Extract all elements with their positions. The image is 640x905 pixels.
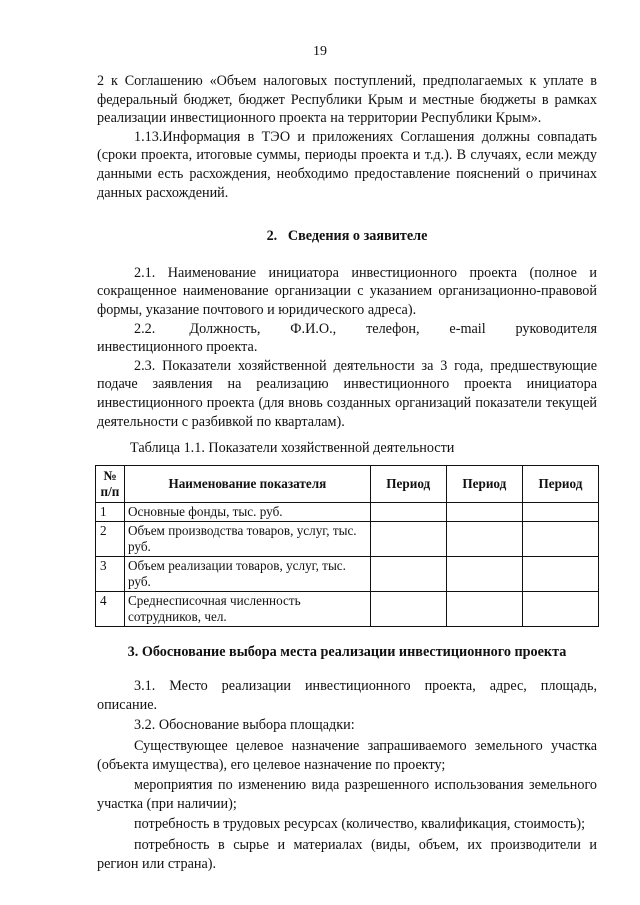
period-cell [446,556,522,591]
indicators-table [95,465,599,627]
section-3 [97,643,597,874]
row-number: 2 [96,521,125,556]
section-2-heading: 2. Сведения о заявителе [266,228,428,245]
row-number: 4 [96,591,125,626]
paragraph-1-13: 1.13.Информация в ТЭО и приложениях Соглашения должны совпадать (сроки проекта, итоговые суммы, периоды проекта и т.д.). В случаях, если между данными есть расхождения, необходимо предоставление пояснений о причинах данных расхождений. [97,128,597,201]
paragraph-3-2-b: мероприятия по изменению вида разрешенного использования земельного участка (при наличии); [97,777,597,812]
row-indicator: Основные фонды, тыс. руб. [124,502,370,521]
paragraph-3-2-a: Существующее целевое назначение запрашиваемого земельного участка (объекта имущества), его целевое назначение по проекту; [97,738,597,773]
row-indicator: Объем реализации товаров, услуг, тыс. руб. [124,556,370,591]
period-cell [370,521,446,556]
col-header-period-1: Период [370,465,446,502]
period-cell [446,521,522,556]
page-content [97,72,601,875]
page-number: 19 [313,44,327,59]
period-cell [370,591,446,626]
section-3-heading: 3. Обоснование выбора места реализации инвестиционного проекта [127,643,567,660]
paragraph-2-2: 2.2. Должность, Ф.И.О., телефон, e-mail руководителя инвестиционного проекта. [97,320,601,356]
paragraph-section1-tail: 2 к Соглашению «Объем налоговых поступлений, предполагаемых к уплате в федеральный бюджет, бюджет Республики Крым и местные бюджеты в рамках реализации инвестиционного проекта на территории Республики Крым». [97,73,597,127]
paragraph-3-2-c: потребность в трудовых ресурсах (количество, квалификация, стоимость); [134,816,586,833]
col-header-number: № п/п [96,465,125,502]
period-cell [522,556,598,591]
period-cell [370,556,446,591]
period-cell [522,591,598,626]
table-row [96,521,599,556]
period-cell [370,502,446,521]
col-header-period-2: Период [446,465,522,502]
table-row [96,591,599,626]
col-header-indicator: Наименование показателя [124,465,370,502]
table-row [96,556,599,591]
period-cell [446,591,522,626]
row-number: 3 [96,556,125,591]
paragraph-3-2-d: потребность в сырье и материалах (виды, объем, их производители и регион или страна). [97,837,597,872]
period-cell [446,502,522,521]
row-indicator: Среднесписочная численность сотрудников, чел. [124,591,370,626]
paragraph-2-3: 2.3. Показатели хозяйственной деятельности за 3 года, предшествующие подаче заявления на реализацию инвестиционного проекта инициатора инвестиционного проекта (для вновь созданных организаций показатели текущей деятельности с разбивкой по кварталам). [97,357,597,430]
row-indicator: Объем производства товаров, услуг, тыс. руб. [124,521,370,556]
table-caption: Таблица 1.1. Показатели хозяйственной деятельности [130,440,455,457]
period-cell [522,502,598,521]
paragraph-3-2: 3.2. Обоснование выбора площадки: [134,717,355,734]
period-cell [522,521,598,556]
table-header-row [96,465,599,502]
paragraph-3-1: 3.1. Место реализации инвестиционного проекта, адрес, площадь, описание. [97,678,597,713]
paragraph-2-1: 2.1. Наименование инициатора инвестиционного проекта (полное и сокращенное наименование организации с указанием организационно-правовой формы, указание почтового и юридического адреса). [97,264,597,318]
col-header-period-3: Период [522,465,598,502]
table-row [96,502,599,521]
row-number: 1 [96,502,125,521]
